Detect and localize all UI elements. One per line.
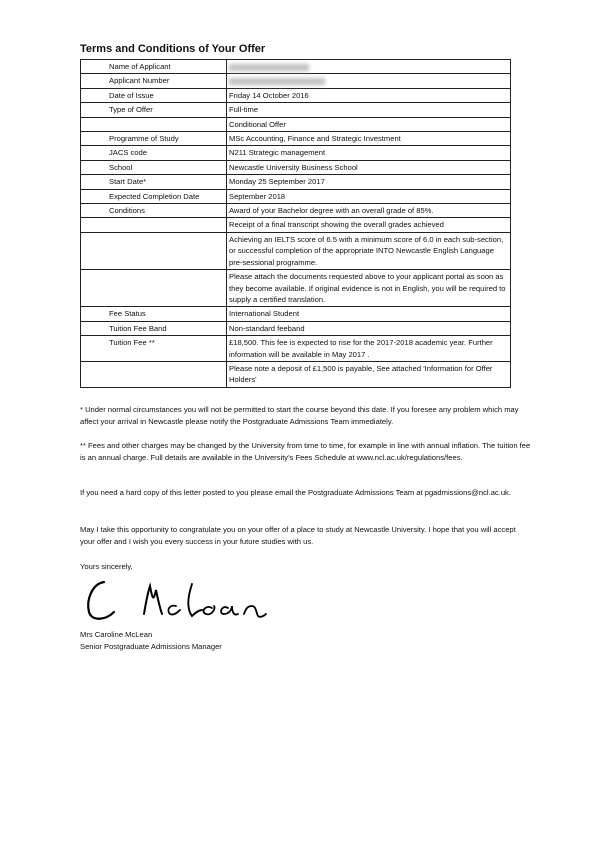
row-label: JACS code [81,146,227,160]
table-row [81,321,511,335]
signer-name: Mrs Caroline McLean [80,630,153,639]
closing-line: Yours sincerely, [80,562,133,571]
offer-terms-table [80,59,511,388]
row-label: Conditions [81,204,227,218]
row-label: Fee Status [81,307,227,321]
row-label [81,117,227,131]
table-row [81,160,511,174]
row-value: International Student [227,307,511,321]
row-value [227,74,511,88]
table-row [81,232,511,269]
table-row [81,146,511,160]
table-row [81,117,511,131]
hard-copy-paragraph: If you need a hard copy of this letter posted to you please email the Postgraduate Admissions Team at pgadmissions@ncl.ac.uk. [80,488,511,497]
row-label: Tuition Fee Band [81,321,227,335]
table-row [81,175,511,189]
table-row [81,132,511,146]
row-value: Friday 14 October 2016 [227,88,511,102]
page-title: Terms and Conditions of Your Offer [80,43,266,55]
row-label: Date of Issue [81,88,227,102]
table-row [81,74,511,88]
row-value: Please attach the documents requested above to your applicant portal as soon as they become available. If original evidence is not in English, you will be required to supply a certified translation. [227,270,511,307]
table-row [81,189,511,203]
row-label: Tuition Fee ** [81,336,227,362]
table-row [81,60,511,74]
row-label [81,232,227,269]
table-row [81,218,511,232]
row-value: September 2018 [227,189,511,203]
row-value: Conditional Offer [227,117,511,131]
handwritten-signature [82,576,272,628]
row-label: School [81,160,227,174]
row-label: Expected Completion Date [81,189,227,203]
row-value: £18,500. This fee is expected to rise for the 2017-2018 academic year. Further information will be available in May 2017 . [227,336,511,362]
row-label: Type of Offer [81,103,227,117]
row-label: Name of Applicant [81,60,227,74]
redacted-value [229,78,325,85]
row-value: Monday 25 September 2017 [227,175,511,189]
row-label [81,218,227,232]
row-label: Applicant Number [81,74,227,88]
table-row [81,307,511,321]
row-label [81,361,227,387]
congratulations-paragraph: May I take this opportunity to congratulate you on your offer of a place to study at Newcastle University. I hope that you will accept your offer and I wish you every success in your future studies with us. [80,525,516,547]
fees-footnote: ** Fees and other charges may be changed by the University from time to time, for example in line with annual inflation. The tuition fee is an annual charge. Full details are available in the University's Fees Schedule at www.ncl.ac.uk/regulations/fees. [80,441,531,463]
row-value: MSc Accounting, Finance and Strategic Investment [227,132,511,146]
table-row [81,361,511,387]
row-value: Receipt of a final transcript showing the overall grades achieved [227,218,511,232]
signer-title: Senior Postgraduate Admissions Manager [80,642,222,651]
row-label: Programme of Study [81,132,227,146]
row-value: Award of your Bachelor degree with an overall grade of 85%. [227,204,511,218]
row-value: Achieving an IELTS score of 6.5 with a minimum score of 6.0 in each sub-section, or successful completion of the appropriate INTO Newcastle English Language pre-sessional programme. [227,232,511,269]
table-row [81,103,511,117]
table-row [81,270,511,307]
row-value: Please note a deposit of £1,500 is payable, See attached 'Information for Offer Holders' [227,361,511,387]
table-row [81,88,511,102]
row-label: Start Date* [81,175,227,189]
row-value: Full-time [227,103,511,117]
row-value: N211 Strategic management [227,146,511,160]
table-row [81,336,511,362]
signature-image [82,576,272,628]
row-value: Newcastle University Business School [227,160,511,174]
redacted-value [229,64,309,71]
start-date-footnote: * Under normal circumstances you will not be permitted to start the course beyond this date. If you foresee any problem which may affect your arrival in Newcastle please notify the Postgraduate Admissions Team immediately. [80,405,519,427]
row-label [81,270,227,307]
row-value [227,60,511,74]
table-row [81,204,511,218]
row-value: Non-standard feeband [227,321,511,335]
